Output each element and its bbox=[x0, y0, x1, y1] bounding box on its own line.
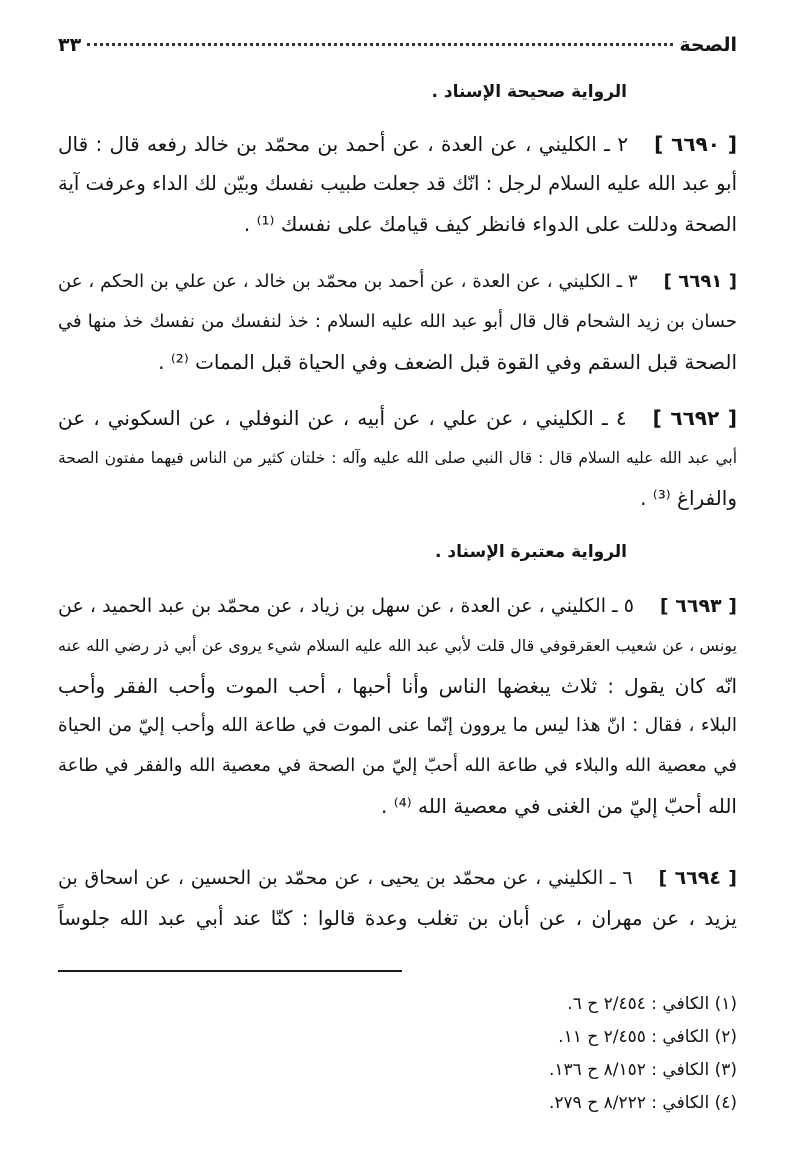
isnad-status-2: الرواية معتبرة الإسناد . bbox=[435, 542, 627, 562]
header-dot-leader bbox=[87, 43, 673, 46]
footnote-separator bbox=[58, 970, 402, 972]
page-number: ٣٣ bbox=[58, 34, 82, 56]
hadith-6691 bbox=[58, 262, 737, 382]
hadith-6692 bbox=[58, 398, 737, 518]
hadith-line: أبو عبد الله عليه السلام لرجل : انّك قد جعلت طبيب نفسك وبيّن لك الداء وعرفت آية bbox=[58, 172, 737, 195]
hadith-number: [ ٦٦٩١ ] bbox=[663, 271, 738, 292]
hadith-line: [ ٦٦٩١ ]٣ ـ الكليني ، عن العدة ، عن أحمد بن محمّد بن خالد ، عن علي بن الحكم ، عن bbox=[58, 271, 738, 292]
hadith-number: [ ٦٦٩٣ ] bbox=[659, 595, 737, 617]
hadith-line: [ ٦٦٩٤ ]٦ ـ الكليني ، عن محمّد بن يحيى ، عن محمّد بن الحسين ، عن اسحاق بن bbox=[58, 867, 737, 889]
hadith-number: [ ٦٦٩٤ ] bbox=[658, 867, 737, 889]
footnote-1: (١) الكافي : ٢/٤٥٤ ح ٦. bbox=[567, 994, 737, 1014]
footnotes bbox=[549, 988, 737, 1120]
hadith-line: يونس ، عن شعيب العقرقوفي قال قلت لأبي عبد الله عليه السلام شيء يروى عن أبي ذر رضي الله عنه bbox=[58, 636, 737, 655]
hadith-number: [ ٦٦٩٠ ] bbox=[654, 132, 738, 156]
hadith-line: أبي عبد الله عليه السلام قال : قال النبي صلى الله عليه وآله : خلتان كثير من الناس فيهما مفتون الصحة bbox=[58, 449, 737, 467]
hadith-line: في معصية الله والبلاء في طاعة الله أحبّ إليّ من الصحة في معصية الله والفقر في طاعة bbox=[58, 755, 737, 776]
hadith-line: والفراغ ⁽³⁾ . bbox=[640, 486, 737, 510]
hadith-line: الله أحبّ إليّ من الغنى في معصية الله ⁽⁴⁾ . bbox=[381, 794, 737, 818]
hadith-line: الصحة قبل السقم وفي القوة قبل الضعف وفي الحياة قبل الممات ⁽²⁾ . bbox=[158, 350, 737, 374]
footnote-3: (٣) الكافي : ٨/١٥٢ ح ١٣٦. bbox=[549, 1060, 737, 1080]
hadith-line: [ ٦٦٩٢ ]٤ ـ الكليني ، عن علي ، عن أبيه ، عن النوفلي ، عن السكوني ، عن bbox=[58, 406, 737, 430]
hadith-line: حسان بن زيد الشحام قال قال أبو عبد الله عليه السلام : خذ لنفسك من نفسك خذ منها في bbox=[58, 311, 737, 332]
hadith-6694 bbox=[58, 858, 737, 938]
hadith-line: يزيد ، عن مهران ، عن أبان بن تغلب وعدة قالوا : كنّا عند أبي عبد الله جلوساً bbox=[58, 906, 737, 930]
hadith-line: [ ٦٦٩٣ ]٥ ـ الكليني ، عن العدة ، عن سهل بن زياد ، عن محمّد بن عبد الحميد ، عن bbox=[58, 595, 737, 617]
footnote-2: (٢) الكافي : ٢/٤٥٥ ح ١١. bbox=[558, 1027, 737, 1047]
hadith-line: الصحة ودللت على الدواء فانظر كيف قيامك على نفسك ⁽¹⁾ . bbox=[243, 212, 737, 236]
hadith-number: [ ٦٦٩٢ ] bbox=[652, 406, 737, 430]
hadith-6690 bbox=[58, 124, 737, 244]
hadith-6693 bbox=[58, 586, 737, 826]
hadith-line: البلاء ، فقال : انّ هذا ليس ما يروون إنّما عنى الموت في طاعة الله وأحب إليّ من الحياة bbox=[58, 715, 737, 736]
running-header bbox=[58, 16, 737, 56]
hadith-line: انّه كان يقول : ثلاث يبغضها الناس وأنا أحبها ، أحب الموت وأحب الفقر وأحب bbox=[58, 674, 737, 698]
footnote-4: (٤) الكافي : ٨/٢٢٢ ح ٢٧٩. bbox=[549, 1093, 737, 1113]
isnad-status-1: الرواية صحيحة الإسناد . bbox=[431, 82, 627, 102]
hadith-line: [ ٦٦٩٠ ]٢ ـ الكليني ، عن العدة ، عن أحمد بن محمّد بن خالد رفعه قال : قال bbox=[58, 132, 738, 156]
header-title: الصحة bbox=[679, 34, 737, 56]
